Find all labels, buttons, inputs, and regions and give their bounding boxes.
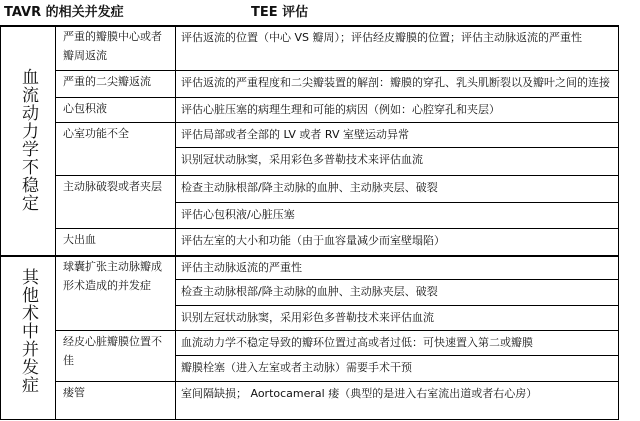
assessment-text: 血流动力学不稳定导致的瓣环位置过高或者过低：可快速置入第二或瓣膜	[181, 336, 533, 349]
complication-name: 严重的瓣膜中心或者瓣周返流	[63, 30, 162, 62]
col-rule	[175, 25, 176, 420]
section-rule	[0, 255, 618, 257]
row-rule	[175, 279, 618, 280]
assessment-text: 评估返流的位置（中心 VS 瓣周）；评估经皮瓣膜的位置；评估主动脉返流的严重性	[181, 31, 582, 44]
header-rule	[0, 25, 618, 27]
bottom-rule	[0, 419, 618, 420]
left-rule	[0, 25, 1, 420]
section-title: 血流动力学不稳定	[18, 68, 38, 212]
assessment-text: 室间隔缺损； Aortocameral 瘘（典型的是进入右室流出道或者右心房）	[181, 387, 538, 400]
section-cell	[0, 255, 55, 406]
row-rule	[175, 355, 618, 356]
assessment-text: 评估主动脉返流的严重性	[181, 261, 302, 274]
right-rule	[618, 25, 619, 420]
col-rule	[55, 25, 56, 420]
assessment-text: 评估心包积液/心脏压塞	[181, 208, 295, 221]
complication-name: 心室功能不全	[63, 127, 129, 140]
assessment-text: 评估心脏压塞的病理生理和可能的病因（例如：心腔穿孔和夹层）	[181, 103, 500, 116]
section-title: 其他术中并发症	[18, 267, 38, 394]
complication-name: 严重的二尖瓣返流	[63, 75, 151, 88]
assessment-text: 识别冠状动脉窦，采用彩色多普勒技术来评估血流	[181, 153, 423, 166]
complication-name: 瘘管	[63, 386, 85, 399]
assessment-text: 瓣膜栓塞（进入左室或者主动脉）需要手术干预	[181, 361, 412, 374]
row-rule	[175, 305, 618, 306]
complication-name: 心包积液	[63, 102, 107, 115]
row-rule	[175, 147, 618, 148]
assessment-text: 评估左室的大小和功能（由于血容量减少而室壁塌陷）	[181, 234, 445, 247]
assessment-text: 评估局部或者全部的 LV 或者 RV 室壁运动异常	[181, 128, 409, 141]
assessment-text: 检查主动脉根部/降主动脉的血肿、主动脉夹层、破裂	[181, 181, 438, 194]
assessment-text: 检查主动脉根部/降主动脉的血肿、主动脉夹层、破裂	[181, 285, 438, 298]
complication-name: 球囊扩张主动脉瓣成形术造成的并发症	[63, 260, 162, 292]
section-cell	[0, 25, 55, 255]
header-tee-assessment: TEE 评估	[251, 5, 309, 20]
complication-name: 大出血	[63, 233, 96, 246]
assessment-text: 评估返流的严重程度和二尖瓣装置的解剖：瓣膜的穿孔、乳头肌断裂以及瓣叶之间的连接	[181, 76, 610, 89]
complication-name: 主动脉破裂或者夹层	[63, 180, 162, 193]
complication-name: 经皮心脏瓣膜位置不佳	[63, 335, 162, 367]
row-rule	[175, 202, 618, 203]
header-complication: TAVR 的相关并发症	[4, 5, 124, 20]
assessment-text: 识别左冠状动脉窦，采用彩色多普勒技术来评估血流	[181, 311, 434, 324]
